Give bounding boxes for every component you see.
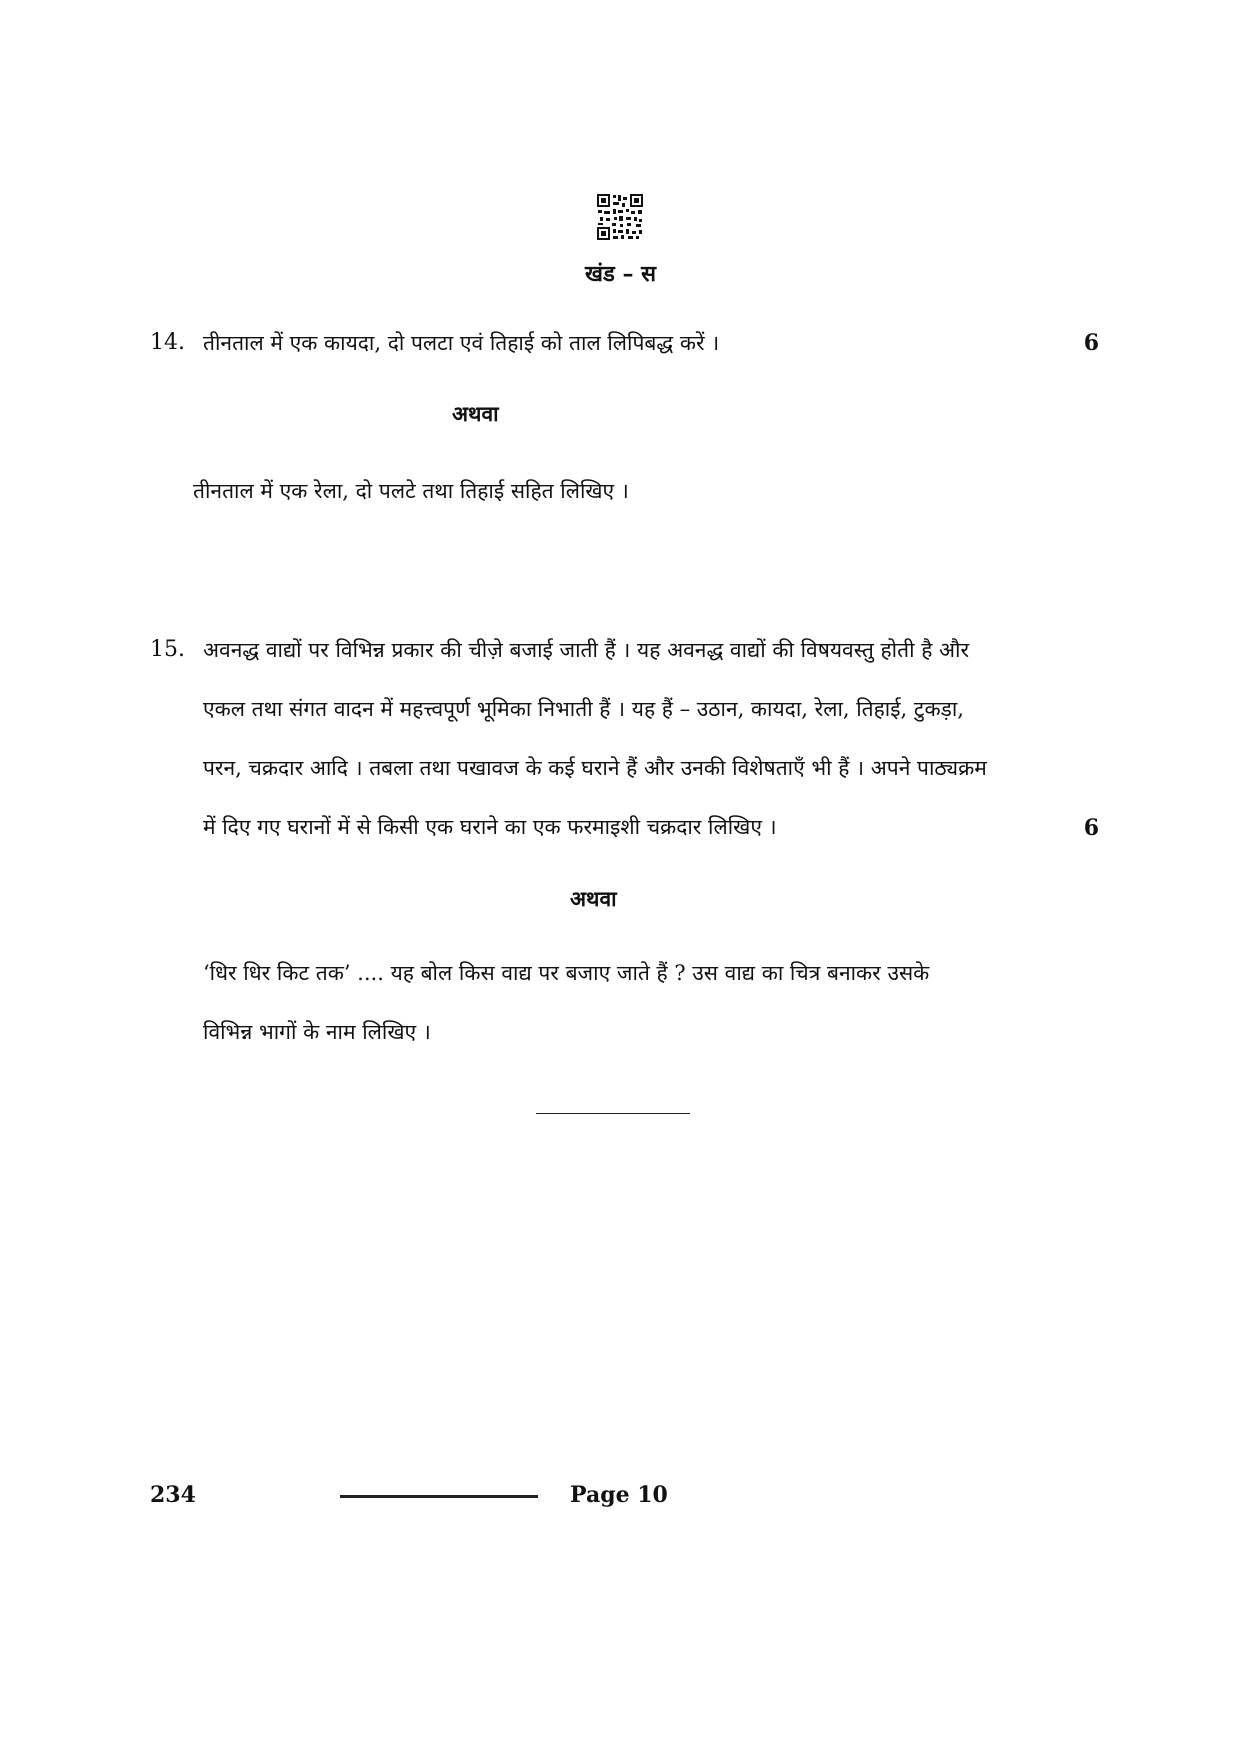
question-15-alt-line-1: ‘धिर धिर किट तक’ .... यह बोल किस वाद्य पर बजाए जाते हैं ? उस वाद्य का चित्र बनाकर उसके — [203, 961, 930, 985]
footer-rule — [340, 1495, 538, 1498]
question-15-line-1: अवनद्ध वाद्यों पर विभिन्न प्रकार की चीज़े बजाई जाती हैं । यह अवनद्ध वाद्यों की विषयवस्तु होती है और — [203, 638, 970, 662]
question-15-number: 15. — [150, 637, 185, 662]
question-14-marks: 6 — [1083, 330, 1099, 356]
section-title: खंड – स — [585, 261, 656, 287]
question-14-number: 14. — [150, 330, 185, 355]
question-15-line-3: परन, चक्रदार आदि । तबला तथा पखावज के कई घराने हैं और उनकी विशेषताएँ भी हैं । अपने पाठ्यक्रम — [203, 756, 987, 780]
question-15-or-label: अथवा — [570, 886, 617, 911]
question-15-line-2: एकल तथा संगत वादन में महत्त्वपूर्ण भूमिका निभाती हैं । यह हैं – उठान, कायदा, रेला, तिहाई, टुकड़ा, — [203, 697, 964, 721]
footer-code: 234 — [150, 1482, 196, 1508]
footer-page-number: Page 10 — [570, 1482, 668, 1508]
end-separator — [536, 1113, 690, 1114]
question-14-or-label: अथवा — [452, 401, 499, 426]
question-14-alt-text: तीनताल में एक रेला, दो पलटे तथा तिहाई सहित लिखिए । — [193, 479, 629, 503]
question-15-alt-line-2: विभिन्न भागों के नाम लिखिए । — [203, 1020, 431, 1044]
question-14-text: तीनताल में एक कायदा, दो पलटा एवं तिहाई को ताल लिपिबद्ध करें । — [203, 331, 720, 355]
question-15-line-4: में दिए गए घरानों में से किसी एक घराने का एक फरमाइशी चक्रदार लिखिए । — [203, 815, 777, 839]
question-15-marks: 6 — [1083, 815, 1099, 841]
qr-code-icon — [596, 193, 644, 241]
